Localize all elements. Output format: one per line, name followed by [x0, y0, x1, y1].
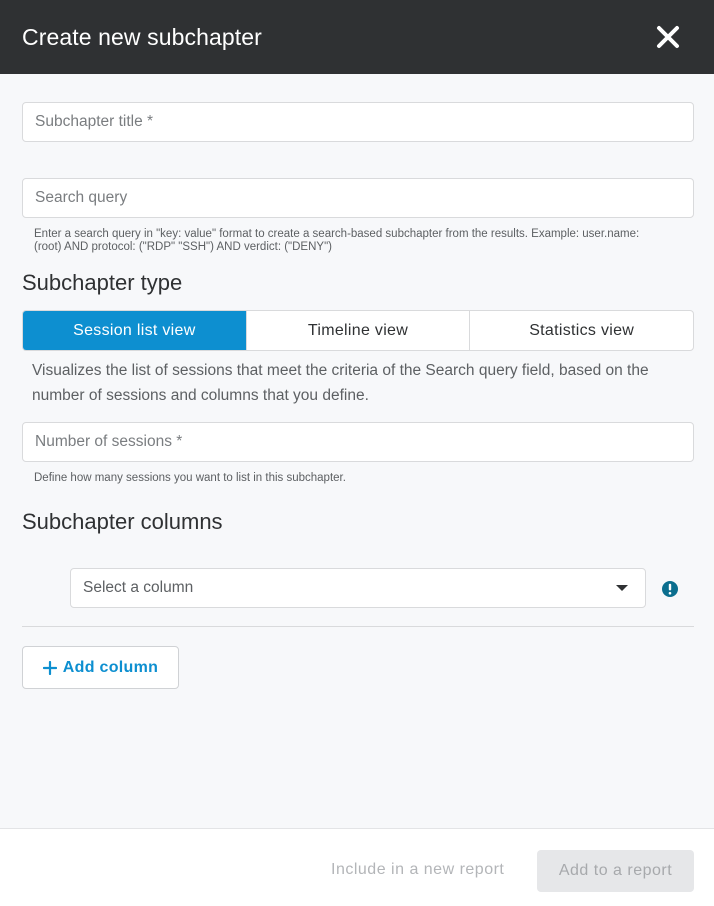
columns-divider	[22, 626, 694, 627]
search-query-input[interactable]	[23, 179, 693, 217]
tab-statistics-view[interactable]: Statistics view	[469, 311, 693, 350]
number-of-sessions-hint: Define how many sessions you want to list in this subchapter.	[34, 472, 346, 484]
alert-icon	[661, 580, 679, 598]
subchapter-title-input[interactable]	[23, 103, 693, 141]
chevron-down-icon	[615, 584, 629, 592]
plus-icon	[43, 661, 57, 675]
add-column-button[interactable]	[22, 646, 179, 689]
include-in-new-report-button[interactable]: Include in a new report	[331, 861, 505, 878]
dialog-title: Create new subchapter	[22, 23, 262, 50]
column-select[interactable]	[70, 568, 646, 608]
search-query-hint: Enter a search query in "key: value" format to create a search-based subchapter from the results. Example: user.name: (root) AND protocol: ("RDP" "SSH") AND verdict: ("DENY")	[34, 228, 640, 253]
dialog-header	[0, 0, 714, 74]
subchapter-type-tabs	[22, 310, 694, 351]
search-query-field[interactable]	[22, 178, 694, 218]
subchapter-title-field[interactable]	[22, 102, 694, 142]
add-column-label: Add column	[62, 658, 159, 676]
subchapter-type-description: Visualizes the list of sessions that meet the criteria of the Search query field, based on the number of sessions and columns that you define.	[32, 362, 649, 404]
number-of-sessions-input[interactable]	[23, 423, 693, 461]
tab-session-list-view[interactable]: Session list view	[23, 311, 246, 350]
subchapter-type-heading: Subchapter type	[22, 270, 183, 295]
subchapter-columns-heading: Subchapter columns	[22, 509, 223, 534]
close-button[interactable]	[654, 23, 682, 51]
column-select-label: Select a column	[83, 579, 194, 596]
close-icon	[656, 25, 680, 49]
tab-timeline-view[interactable]: Timeline view	[246, 311, 470, 350]
add-to-report-button[interactable]: Add to a report	[537, 850, 694, 892]
number-of-sessions-field[interactable]	[22, 422, 694, 462]
